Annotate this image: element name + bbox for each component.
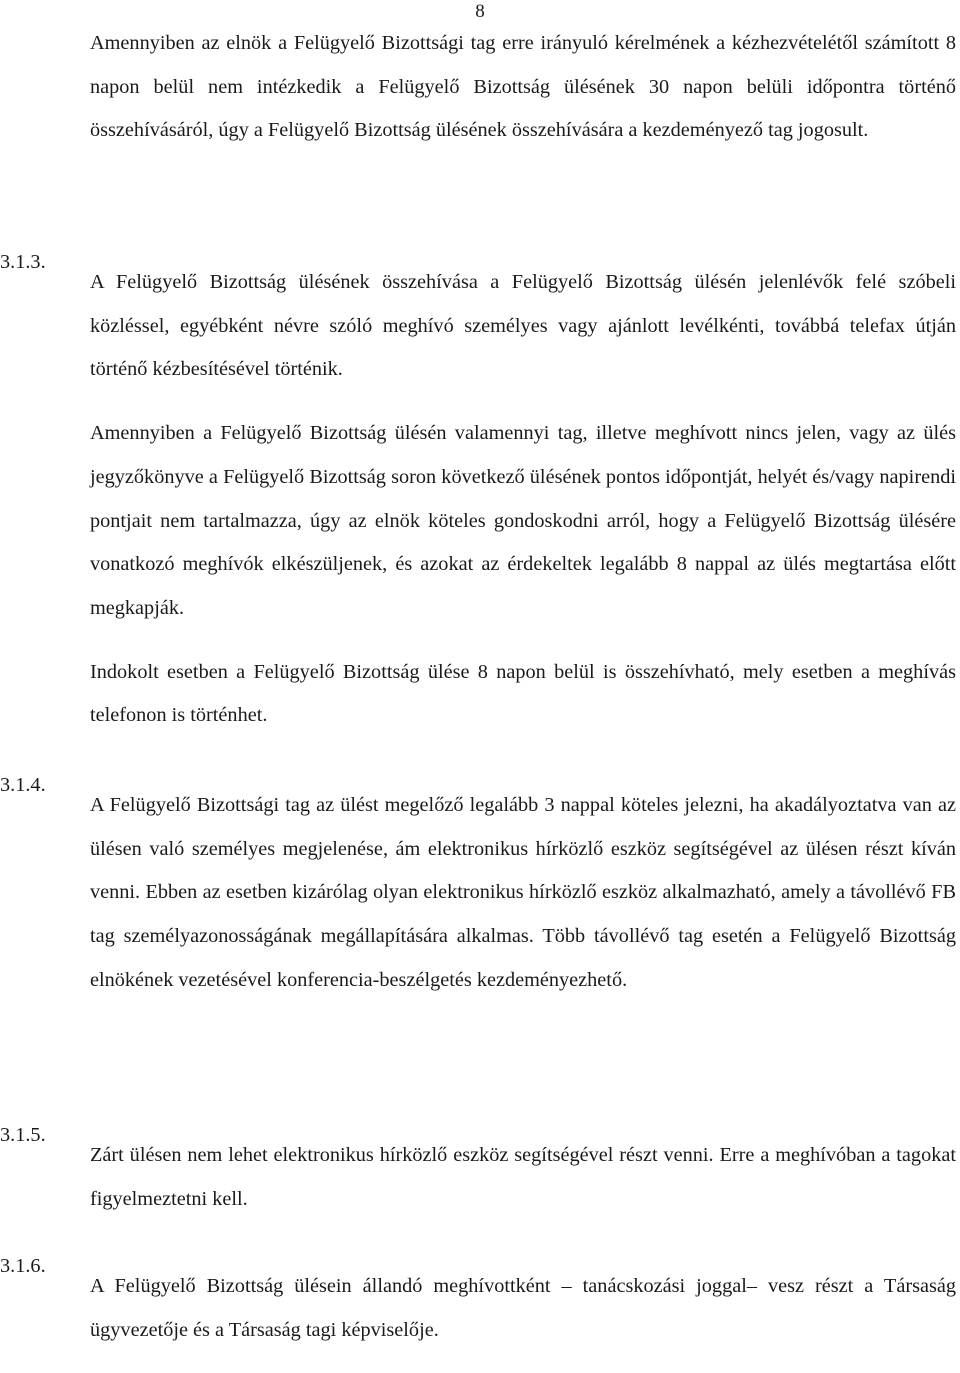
paragraph: Indokolt esetben a Felügyelő Bizottság ülése 8 napon belül is összehívható, mely esetben a meghívás telefonon is történhet.	[90, 660, 956, 727]
section-number: 3.1.3.	[0, 251, 46, 273]
section-body	[90, 764, 956, 1023]
section-number: 3.1.4.	[0, 774, 46, 796]
section-number: 3.1.5.	[0, 1124, 46, 1146]
intro-paragraph: Amennyiben az elnök a Felügyelő Bizottsági tag erre irányuló kérelmének a kézhezvételétől számított 8 napon belül nem intézkedik a Felügyelő Bizottság ülésének 30 napon belüli időpontra történő összehívásáról, úgy a Felügyelő Bizottság ülésének összehívására a kezdeményező tag jogosult.	[90, 32, 956, 142]
paragraph: Zárt ülésen nem lehet elektronikus hírközlő eszköz segítségével részt venni. Erre a meghívóban a tagokat figyelmeztetni kell.	[90, 1144, 956, 1210]
page-number: 8	[475, 1, 485, 22]
section-body	[90, 1245, 956, 1373]
paragraph: A Felügyelő Bizottság ülésének összehívása a Felügyelő Bizottság ülésén jelenlévők felé szóbeli közléssel, egyébként névre szóló meghívó személyes vagy ajánlott levélkénti, továbbá telefax útján történő kézbesítésével történik.	[90, 271, 956, 381]
paragraph: A Felügyelő Bizottság ülésein állandó meghívottként – tanácskozási joggal– vesz részt a Társaság ügyvezetője és a Társaság tagi képviselője.	[90, 1275, 956, 1341]
section-body	[90, 241, 956, 758]
paragraph: A Felügyelő Bizottsági tag az ülést megelőző legalább 3 nappal köteles jelezni, ha akadályoztatva van az ülésen való személyes megjelenése, ám elektronikus hírközlő eszköz segítségével az ülésen részt kíván venni. Ebben az esetben kizárólag olyan elektronikus hírközlő eszköz alkalmazható, amely a távollévő FB tag személyazonosságának megállapítására alkalmas. Több távollévő tag esetén a Felügyelő Bizottság elnökének vezetésével konferencia-beszélgetés kezdeményezhető.	[90, 794, 956, 991]
section-body	[90, 1114, 956, 1242]
paragraph: Amennyiben a Felügyelő Bizottság ülésén valamennyi tag, illetve meghívott nincs jelen, vagy az ülés jegyzőkönyve a Felügyelő Bizottság soron következő ülésének pontos időpontját, helyét és/vagy napirendi pontjait nem tartalmazza, úgy az elnök köteles gondoskodni arról, hogy a Felügyelő Bizottság ülésére vonatkozó meghívók elkészüljenek, és azokat az érdekeltek legalább 8 nappal az ülés megtartása előtt megkapják.	[90, 422, 956, 619]
section-number: 3.1.6.	[0, 1255, 46, 1277]
